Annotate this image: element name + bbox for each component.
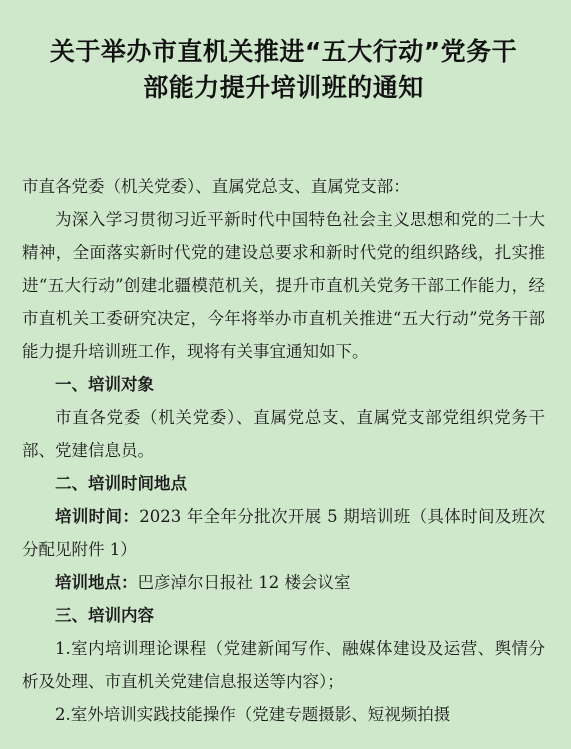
intro-paragraph: 为深入学习贯彻习近平新时代中国特色社会主义思想和党的二十大精神，全面落实新时代党的建设总要求和新时代党的组织路线，扎实推进“五大行动”创建北疆模范机关，提升市直机关党务干部工作能力，经市直机关工委研究决定，今年将举办市直机关推进“五大行动”党务干部能力提升培训班工作，现将有关事宜通知如下。 — [22, 210, 545, 361]
notice-title — [22, 0, 545, 106]
section-heading-time-place: 二、培训时间地点 — [55, 474, 187, 493]
training-place — [22, 566, 545, 599]
content-item-1: 1.室内培训理论课程（党建新闻写作、融媒体建设及运营、舆情分析及处理、市直机关党建信息报送等内容）； — [22, 639, 545, 691]
training-place-text: 巴彦淖尔日报社 12 楼会议室 — [137, 573, 351, 592]
title-line-1: 关于举办市直机关推进“五大行动”党务干 — [49, 37, 518, 66]
section-heading-training-content: 三、培训内容 — [55, 606, 154, 625]
section-heading-training-targets: 一、培训对象 — [55, 375, 154, 394]
training-time — [22, 500, 545, 566]
title-line-2: 部能力提升培训班的通知 — [143, 73, 424, 102]
training-place-label: 培训地点： — [55, 573, 138, 592]
content-item-2: 2.室外培训实践技能操作（党建专题摄影、短视频拍摄 — [55, 705, 451, 724]
salutation: 市直各党委（机关党委）、直属党总支、直属党支部： — [22, 177, 410, 196]
training-time-label: 培训时间： — [55, 507, 140, 526]
training-time-text: 2023 年全年分批次开展 5 期培训班（具体时间及班次分配见附件 1） — [22, 507, 545, 559]
training-targets-text: 市直各党委（机关党委）、直属党总支、直属党支部党组织党务干部、党建信息员。 — [22, 408, 545, 460]
